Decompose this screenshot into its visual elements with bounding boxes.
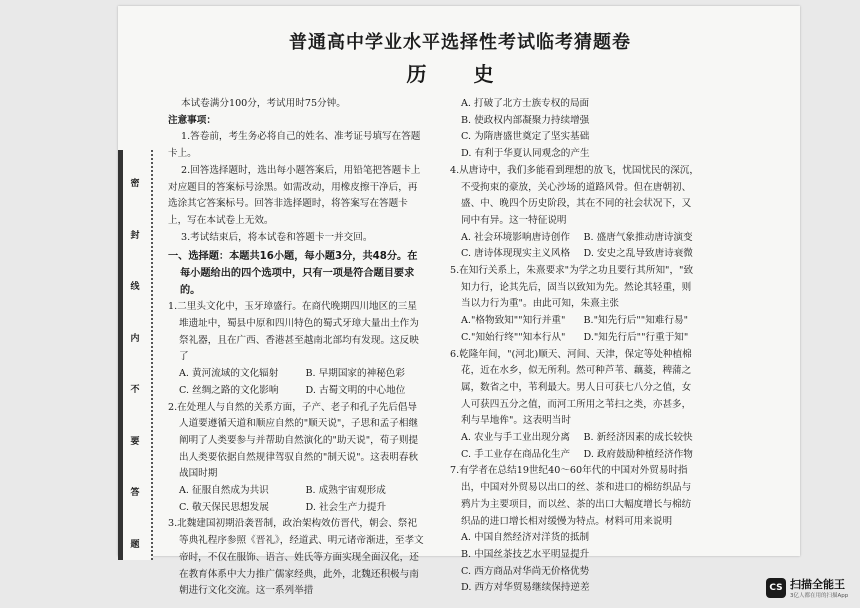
option-b: B. 早期国家的神秘色彩 [305, 368, 405, 380]
right-column [450, 96, 700, 597]
camscanner-icon: CS [766, 578, 786, 598]
option-b: B. 新经济因素的成长较快 [583, 432, 693, 444]
option-b: B. 盛唐气象推动唐诗演变 [583, 231, 693, 243]
seal-line-text [128, 180, 142, 550]
subject-title: 历 史 [406, 62, 514, 86]
question-6-stem: 6.乾隆年间，"(河北)顺天、河间、天津，保定等处种植棉花，近在水乡，似无所利。然可种芦苇、藕菱，稗蒲之属，数省之中，苇利最大。男人日可获七八分之值，女人可获四五分之值，而河工所用之苇扫之类，亦甚多，利与旱地侔"。这表明当时 [450, 348, 692, 427]
option-d: D. 安史之乱导致唐诗衰微 [583, 248, 693, 260]
option-d: D. 西方对华贸易继续保持逆差 [461, 582, 590, 594]
option-d: D. 社会生产力提升 [305, 501, 387, 513]
option-a: A. 社会环境影响唐诗创作 [461, 231, 570, 243]
question-2-options [168, 483, 426, 516]
question-4-stem: 4.从唐诗中，我们多能看到理想的放飞，忧国忧民的深沉，不受拘束的豪放，关心沙场的道路风骨。但在唐朝初、盛、中、晚四个历史阶段，其在不同的社会状况下，又同中有异。这一特征说明 [450, 164, 699, 226]
question-5-options [450, 313, 700, 346]
option-a: A. 打破了北方士族专权的局面 [461, 98, 590, 109]
seal-char: 题 [130, 539, 140, 550]
option-a: A. 中国自然经济对洋货的抵制 [461, 532, 590, 544]
option-c: C. 丝绸之路的文化影响 [179, 384, 279, 396]
question-2-stem: 2.在处理人与自然的关系方面，子产、老子和孔子先后倡导人道要遵循天道和顺应自然的"顺天说"，子思和孟子相继阐明了人类要参与并帮助自然演化的"助天说"，荀子则提出人类要依据自然规律驾驭自然的"制天说"。这表明春秋战国时期 [168, 401, 419, 480]
question-6-options [450, 430, 700, 463]
note-1: 1.答卷前，考生务必将自己的姓名、准考证号填写在答题卡上。 [168, 131, 421, 160]
seal-char: 不 [130, 385, 140, 396]
option-d: D. 古蜀文明的中心地位 [305, 384, 406, 396]
question-1-options [168, 366, 426, 399]
scanner-watermark [766, 576, 856, 602]
option-b: B."知先行后""知难行易" [583, 315, 689, 327]
question-1-stem: 1.二里头文化中，玉牙璋盛行。在商代晚期四川地区的三星堆遗址中，蜀县中原和四川特色的蜀式牙璋大量出土作为祭礼器，且在广西、香港甚至越南北部均有发现。这反映了 [168, 301, 419, 363]
score-line: 本试卷满分100分，考试用时75分钟。 [181, 98, 346, 109]
note-3: 3.考试结束后，将本试卷和答题卡一并交回。 [181, 231, 373, 243]
question-4-options [450, 230, 700, 263]
seal-char: 要 [130, 436, 140, 447]
notes-title: 注意事项： [168, 114, 216, 126]
seal-char: 密 [130, 179, 140, 189]
option-a: A. 征服自然成为共识 [179, 485, 269, 497]
option-a: A. 黄河流域的文化辐射 [179, 368, 279, 380]
exam-title: 普通高中学业水平选择性考试临考猜题卷 [289, 32, 631, 53]
option-b: B. 使政权内部凝聚力持续增强 [461, 114, 590, 126]
option-c: C."知始行终""知本行从" [461, 331, 566, 343]
option-b: B. 中国丝茶技艺水平明显提升 [461, 548, 590, 560]
option-a: A."格物致知""知行并重" [461, 315, 566, 327]
option-c: C. 敬天保民思想发展 [179, 501, 269, 513]
option-d: D."知先行后""行重于知" [583, 331, 689, 343]
option-d: D. 有利于华夏认同观念的产生 [461, 148, 590, 160]
section-heading: 一、选择题：本题共16小题，每小题3分，共48分。在每小题给出的四个选项中，只有一项是符合题目要求的。 [168, 251, 418, 297]
option-d: D. 政府鼓励种植经济作物 [583, 448, 693, 460]
option-b: B. 成熟宇宙观形成 [305, 485, 386, 497]
question-5-stem: 5.在知行关系上，朱熹要求"为学之功且要行其所知"，"致知力行，论其先后，固当以致知为先。然论其轻重，则当以力行为重"。由此可知，朱熹主张 [450, 265, 694, 310]
option-c: C. 唐诗体现现实主义风格 [461, 248, 571, 260]
watermark-subtitle: 3亿人都在用的扫描App [790, 593, 849, 599]
option-c: C. 手工业存在商品化生产 [461, 448, 571, 460]
option-a: A. 农业与手工业出现分离 [461, 432, 570, 444]
seal-char: 内 [130, 333, 140, 344]
question-3-stem: 3.北魏建国初期沿袭晋制，政治架构效仿晋代，朝会、祭祀等典礼程序参照《晋礼》，经道武、明元诸帝渐进，至孝文帝时，不仅在服饰、语言、姓氏等方面实现全面汉化，还在教育体系中大力推广儒家经典，此外，北魏还积极与南朝进行文化交流。这一系列举措 [168, 518, 424, 597]
option-c: C. 为隋唐盛世奠定了坚实基础 [461, 131, 590, 143]
seal-char: 封 [130, 230, 140, 241]
note-2: 2.回答选择题时，选出每小题答案后，用铅笔把答题卡上对应题目的答案标号涂黑。如需改动，用橡皮擦干净后，再选涂其它答案标号。回答非选择题时，将答案写在答题卡上，写在本试卷上无效。 [168, 164, 421, 226]
left-column [168, 96, 426, 600]
seal-char: 答 [130, 488, 140, 499]
option-c: C. 西方商品对华尚无价格优势 [461, 565, 590, 577]
seal-char: 线 [130, 282, 140, 293]
question-7-stem: 7.有学者在总结19世纪40～60年代的中国对外贸易时指出，中国对外贸易以出口的丝、茶和进口的棉纺织品与鸦片为主要项目，而以丝、茶的出口大幅度增长与棉纺织品的进口增长相对缓慢为特点。材料可用来说明 [450, 465, 692, 527]
watermark-name: 扫描全能王 [790, 578, 845, 591]
